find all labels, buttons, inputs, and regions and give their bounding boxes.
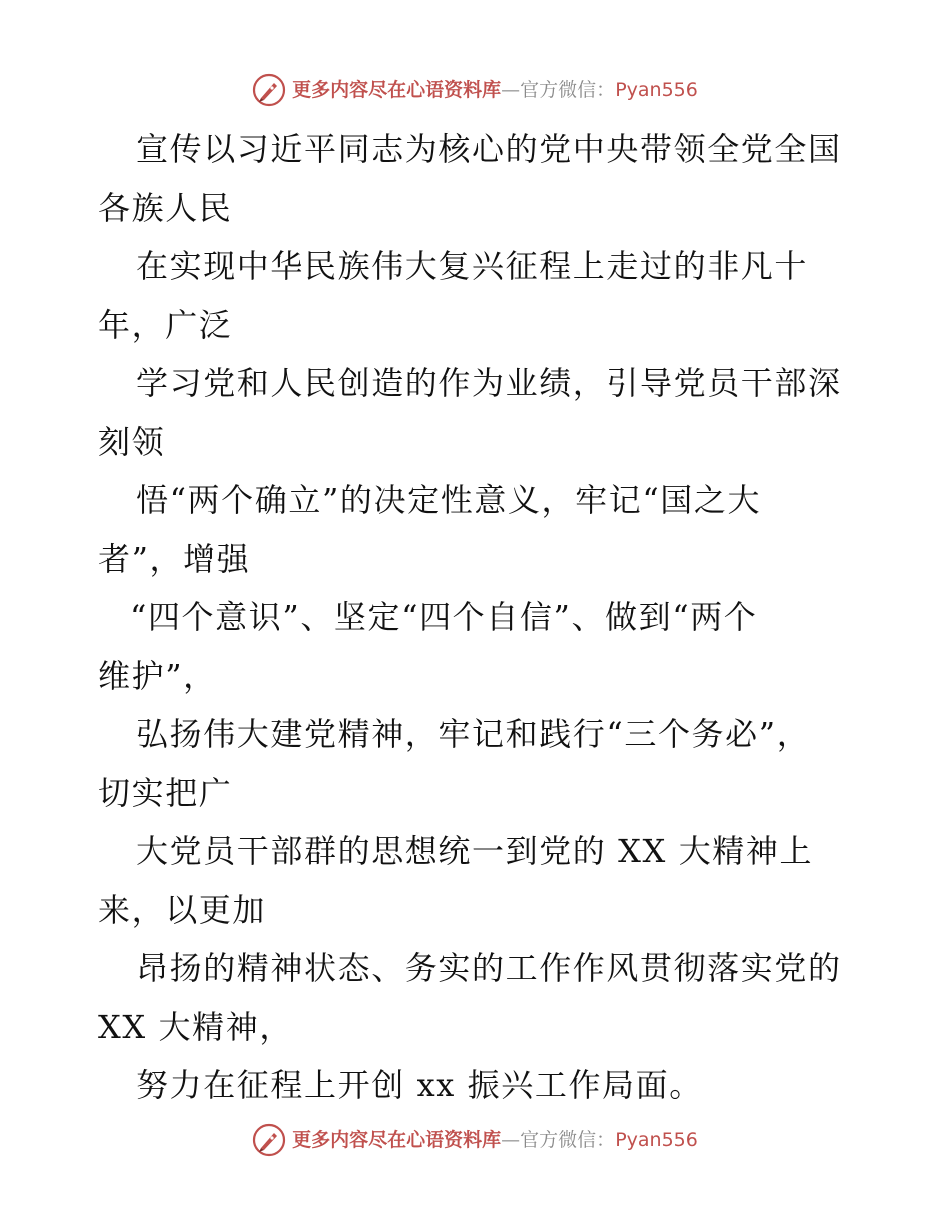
- banner-text: [292, 1128, 698, 1151]
- text-line: “四个意识”、坚定“四个自信”、做到“两个: [130, 598, 758, 636]
- text-line: 切实把广: [98, 773, 233, 812]
- text-line: 者”，增强: [98, 539, 251, 578]
- text-line: 努力在征程上开创 xx 振兴工作局面。: [136, 1066, 703, 1104]
- text-line: XX 大精神，: [98, 1007, 293, 1046]
- document-body: [98, 120, 858, 1115]
- footer-banner: [0, 1118, 950, 1162]
- pen-logo-icon: [252, 73, 286, 107]
- text-line: 昂扬的精神状态、务实的工作作风贯彻落实党的: [136, 949, 842, 987]
- text-line: 各族人民: [98, 188, 233, 227]
- text-line: 在实现中华民族伟大复兴征程上走过的非凡十: [136, 247, 809, 285]
- header-banner: [0, 68, 950, 112]
- text-line: 大党员干部群的思想统一到党的 XX 大精神上: [136, 832, 814, 870]
- banner-wechat-label: 官方微信：: [520, 78, 616, 101]
- banner-site-name: 更多内容尽在心语资料库: [292, 1128, 502, 1151]
- banner-dash: —: [501, 1128, 521, 1151]
- text-line: 学习党和人民创造的作为业绩，引导党员干部深: [136, 364, 842, 402]
- text-line: 年，广泛: [98, 305, 233, 344]
- banner-site-name: 更多内容尽在心语资料库: [292, 78, 502, 101]
- banner-text: [292, 78, 698, 101]
- text-line: 刻领: [98, 422, 166, 461]
- pen-logo-icon: [252, 1123, 286, 1157]
- banner-wechat-id: Pyan556: [615, 1128, 698, 1151]
- banner-wechat-id: Pyan556: [615, 78, 698, 101]
- text-line: 维护”，: [98, 656, 217, 695]
- text-line: 宣传以习近平同志为核心的党中央带领全党全国: [136, 130, 842, 168]
- banner-wechat-label: 官方微信：: [520, 1128, 616, 1151]
- text-line: 悟“两个确立”的决定性意义，牢记“国之大: [136, 481, 762, 519]
- banner-dash: —: [501, 78, 521, 101]
- text-line: 来，以更加: [98, 890, 267, 929]
- text-line: 弘扬伟大建党精神，牢记和践行“三个务必”，: [136, 715, 811, 753]
